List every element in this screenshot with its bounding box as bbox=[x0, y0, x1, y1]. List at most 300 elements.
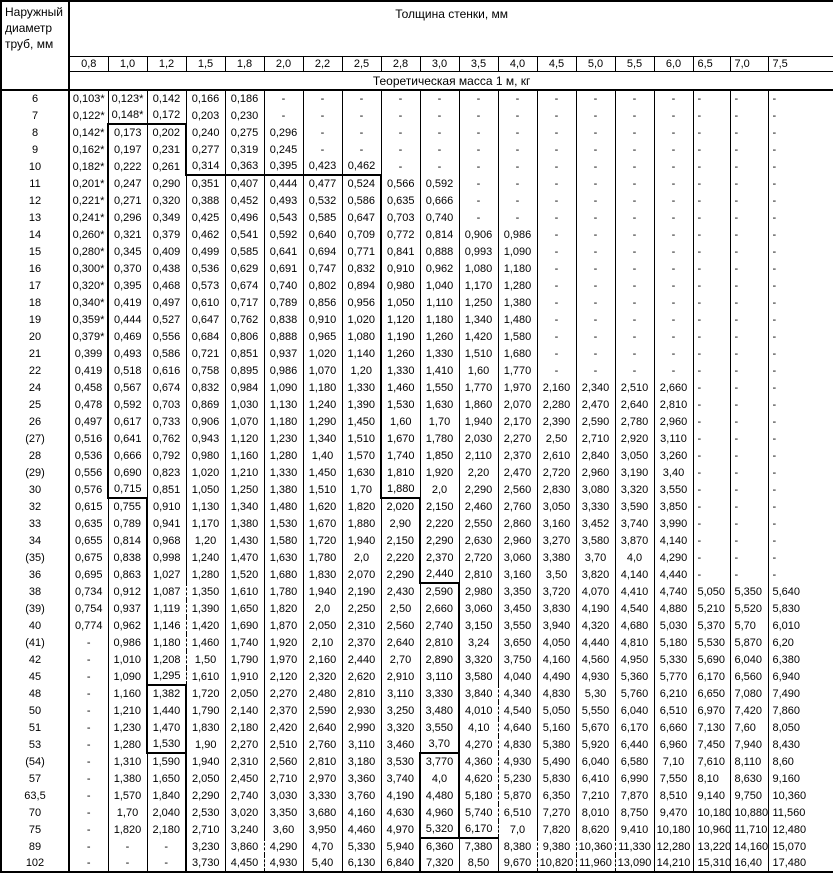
mass-cell: - bbox=[303, 90, 342, 107]
mass-cell: 4,930 bbox=[264, 855, 303, 872]
mass-cell: 0,172 bbox=[147, 107, 186, 124]
mass-cell: 0,280* bbox=[69, 243, 108, 260]
mass-cell: - bbox=[768, 413, 833, 430]
mass-cell: 1,230 bbox=[108, 719, 147, 736]
mass-cell: 2,640 bbox=[303, 719, 342, 736]
diameter-label: 12 bbox=[1, 192, 69, 209]
mass-cell: - bbox=[768, 430, 833, 447]
mass-cell: 5,330 bbox=[654, 651, 693, 668]
mass-cell: 3,740 bbox=[615, 515, 654, 532]
mass-cell: - bbox=[730, 566, 768, 583]
mass-cell: - bbox=[693, 413, 730, 430]
mass-cell: 6,990 bbox=[615, 770, 654, 787]
mass-cell: 3,060 bbox=[498, 549, 537, 566]
mass-cell: - bbox=[654, 345, 693, 362]
mass-cell: - bbox=[303, 107, 342, 124]
mass-cell: 2,070 bbox=[498, 396, 537, 413]
mass-cell: 0,968 bbox=[147, 532, 186, 549]
mass-cell: 3,60 bbox=[264, 821, 303, 838]
mass-cell: 2,810 bbox=[420, 634, 459, 651]
mass-cell: - bbox=[768, 107, 833, 124]
mass-cell: 2,290 bbox=[186, 787, 225, 804]
mass-cell: 0,789 bbox=[108, 515, 147, 532]
mass-cell: 10,960 bbox=[693, 821, 730, 838]
mass-cell: 1,027 bbox=[147, 566, 186, 583]
mass-cell: 4,270 bbox=[459, 736, 498, 753]
mass-cell: 2,720 bbox=[537, 464, 576, 481]
mass-cell: 5,30 bbox=[576, 685, 615, 702]
mass-cell: 1,770 bbox=[498, 362, 537, 379]
mass-cell: 1,380 bbox=[264, 481, 303, 498]
mass-cell: 1,295 bbox=[147, 668, 186, 685]
mass-cell: 2,170 bbox=[498, 413, 537, 430]
mass-cell: 2,440 bbox=[342, 651, 381, 668]
mass-cell: - bbox=[693, 90, 730, 107]
mass-cell: 0,592 bbox=[420, 175, 459, 192]
mass-cell: - bbox=[615, 226, 654, 243]
diameter-label: 15 bbox=[1, 243, 69, 260]
mass-cell: 0,703 bbox=[147, 396, 186, 413]
mass-cell: 0,863 bbox=[108, 566, 147, 583]
mass-cell: 0,789 bbox=[264, 294, 303, 311]
mass-cell: - bbox=[381, 141, 420, 158]
mass-cell: 1,530 bbox=[381, 396, 420, 413]
mass-cell: 2,560 bbox=[264, 753, 303, 770]
mass-cell: 0,395 bbox=[264, 158, 303, 175]
mass-cell: 0,814 bbox=[420, 226, 459, 243]
diameter-label: 8 bbox=[1, 124, 69, 141]
mass-cell: 3,70 bbox=[576, 549, 615, 566]
mass-cell: 0,567 bbox=[108, 379, 147, 396]
mass-cell: 5,330 bbox=[342, 838, 381, 855]
mass-cell: - bbox=[730, 498, 768, 515]
mass-cell: 2,810 bbox=[342, 685, 381, 702]
mass-cell: 0,532 bbox=[303, 192, 342, 209]
mass-cell: 0,458 bbox=[69, 379, 108, 396]
mass-cell: - bbox=[693, 243, 730, 260]
mass-cell: 1,260 bbox=[420, 328, 459, 345]
mass-cell: 2,270 bbox=[264, 685, 303, 702]
mass-cell: - bbox=[576, 124, 615, 141]
mass-cell: 1,670 bbox=[303, 515, 342, 532]
mass-cell: 0,980 bbox=[186, 447, 225, 464]
mass-cell: 0,617 bbox=[108, 413, 147, 430]
diameter-label: (39) bbox=[1, 600, 69, 617]
mass-cell: 0,851 bbox=[147, 481, 186, 498]
table-row bbox=[1, 243, 833, 260]
mass-cell: 0,635 bbox=[69, 515, 108, 532]
mass-cell: 1,280 bbox=[498, 277, 537, 294]
mass-cell: - bbox=[69, 736, 108, 753]
mass-cell: 6,360 bbox=[420, 838, 459, 855]
mass-cell: 1,080 bbox=[342, 328, 381, 345]
mass-cell: - bbox=[498, 124, 537, 141]
mass-cell: - bbox=[342, 90, 381, 107]
mass-cell: 4,930 bbox=[576, 668, 615, 685]
mass-cell: 4,320 bbox=[576, 617, 615, 634]
mass-cell: - bbox=[730, 158, 768, 175]
mass-cell: - bbox=[537, 175, 576, 192]
mass-cell: 2,960 bbox=[576, 464, 615, 481]
mass-cell: 3,730 bbox=[186, 855, 225, 872]
mass-cell: 2,970 bbox=[303, 770, 342, 787]
table-row bbox=[1, 396, 833, 413]
mass-cell: 2,160 bbox=[537, 379, 576, 396]
mass-cell: 0,980 bbox=[381, 277, 420, 294]
mass-cell: 0,496 bbox=[225, 209, 264, 226]
mass-cell: - bbox=[615, 141, 654, 158]
mass-cell: 7,210 bbox=[576, 787, 615, 804]
table-row bbox=[1, 634, 833, 651]
mass-cell: 0,986 bbox=[264, 362, 303, 379]
mass-cell: 0,462 bbox=[186, 226, 225, 243]
corner-header-outer-diameter: Наружный диаметр труб, мм bbox=[1, 1, 69, 90]
mass-cell: 0,629 bbox=[225, 260, 264, 277]
mass-cell: 4,970 bbox=[381, 821, 420, 838]
mass-cell: 0,772 bbox=[381, 226, 420, 243]
mass-cell: - bbox=[768, 345, 833, 362]
mass-cell: 4,830 bbox=[498, 736, 537, 753]
mass-cell: 0,906 bbox=[459, 226, 498, 243]
mass-cell: 1,280 bbox=[108, 736, 147, 753]
mass-cell: 2,980 bbox=[459, 583, 498, 600]
diameter-label: (35) bbox=[1, 549, 69, 566]
mass-cell: 3,270 bbox=[537, 532, 576, 549]
mass-cell: 2,960 bbox=[498, 532, 537, 549]
mass-cell: 1,790 bbox=[186, 702, 225, 719]
mass-cell: - bbox=[615, 107, 654, 124]
mass-cell: 3,350 bbox=[498, 583, 537, 600]
mass-cell: 2,930 bbox=[342, 702, 381, 719]
mass-cell: 4,540 bbox=[615, 600, 654, 617]
mass-cell: 7,320 bbox=[420, 855, 459, 872]
mass-cell: 0,493 bbox=[264, 192, 303, 209]
mass-cell: 0,832 bbox=[186, 379, 225, 396]
thickness-col-header: 1,8 bbox=[225, 57, 264, 72]
mass-cell: 2,590 bbox=[420, 583, 459, 600]
mass-cell: - bbox=[459, 192, 498, 209]
mass-cell: - bbox=[615, 345, 654, 362]
mass-cell: 1,780 bbox=[264, 583, 303, 600]
mass-cell: - bbox=[576, 345, 615, 362]
mass-cell: 6,660 bbox=[654, 719, 693, 736]
mass-cell: - bbox=[693, 158, 730, 175]
mass-cell: 5,520 bbox=[730, 600, 768, 617]
mass-cell: - bbox=[654, 243, 693, 260]
mass-cell: 0,536 bbox=[186, 260, 225, 277]
mass-cell: 0,635 bbox=[381, 192, 420, 209]
mass-cell: 2,030 bbox=[459, 430, 498, 447]
mass-cell: 0,703 bbox=[381, 209, 420, 226]
mass-cell: 1,380 bbox=[225, 515, 264, 532]
mass-cell: 1,330 bbox=[420, 345, 459, 362]
mass-cell: - bbox=[576, 243, 615, 260]
diameter-label: 18 bbox=[1, 294, 69, 311]
mass-cell: 2,050 bbox=[303, 617, 342, 634]
mass-cell: 0,260* bbox=[69, 226, 108, 243]
mass-cell: 8,010 bbox=[576, 804, 615, 821]
mass-cell: 0,771 bbox=[342, 243, 381, 260]
mass-cell: 3,50 bbox=[537, 566, 576, 583]
mass-cell: 7,450 bbox=[693, 736, 730, 753]
mass-cell: - bbox=[459, 107, 498, 124]
mass-cell: - bbox=[576, 362, 615, 379]
mass-cell: 10,360 bbox=[768, 787, 833, 804]
mass-cell: - bbox=[420, 107, 459, 124]
mass-cell: - bbox=[576, 192, 615, 209]
mass-cell: 0,203 bbox=[186, 107, 225, 124]
mass-cell: - bbox=[576, 107, 615, 124]
diameter-label: 48 bbox=[1, 685, 69, 702]
mass-cell: 0,320 bbox=[147, 192, 186, 209]
mass-cell: 2,620 bbox=[342, 668, 381, 685]
mass-cell: - bbox=[768, 209, 833, 226]
diameter-label: 16 bbox=[1, 260, 69, 277]
mass-cell: 0,694 bbox=[303, 243, 342, 260]
mass-cell: 13,220 bbox=[693, 838, 730, 855]
mass-cell: - bbox=[69, 855, 108, 872]
thickness-col-header: 4,0 bbox=[498, 57, 537, 72]
mass-cell: - bbox=[615, 209, 654, 226]
mass-cell: - bbox=[459, 124, 498, 141]
mass-cell: - bbox=[576, 226, 615, 243]
mass-cell: - bbox=[69, 787, 108, 804]
mass-cell: 1,160 bbox=[225, 447, 264, 464]
mass-cell: 3,050 bbox=[615, 447, 654, 464]
mass-cell: - bbox=[768, 566, 833, 583]
mass-cell: 3,70 bbox=[420, 736, 459, 753]
thickness-col-header: 7,5 bbox=[768, 57, 833, 72]
mass-cell: - bbox=[69, 821, 108, 838]
mass-cell: 0,290 bbox=[147, 175, 186, 192]
mass-cell: - bbox=[768, 464, 833, 481]
mass-cell: - bbox=[730, 277, 768, 294]
mass-cell: - bbox=[576, 141, 615, 158]
mass-cell: 4,050 bbox=[537, 634, 576, 651]
mass-cell: 1,720 bbox=[303, 532, 342, 549]
mass-cell: 1,180 bbox=[498, 260, 537, 277]
mass-cell: 1,940 bbox=[342, 532, 381, 549]
mass-cell: 5,550 bbox=[576, 702, 615, 719]
mass-cell: 2,50 bbox=[381, 600, 420, 617]
mass-cell: - bbox=[420, 141, 459, 158]
table-row bbox=[1, 209, 833, 226]
mass-cell: 0,388 bbox=[186, 192, 225, 209]
mass-cell: 6,510 bbox=[654, 702, 693, 719]
mass-cell: 1,820 bbox=[108, 821, 147, 838]
mass-cell: 0,674 bbox=[147, 379, 186, 396]
mass-cell: 1,670 bbox=[381, 430, 420, 447]
mass-cell: - bbox=[768, 362, 833, 379]
mass-cell: 2,050 bbox=[186, 770, 225, 787]
mass-cell: 3,830 bbox=[537, 600, 576, 617]
table-row bbox=[1, 192, 833, 209]
mass-cell: 0,586 bbox=[147, 345, 186, 362]
mass-cell: 5,030 bbox=[654, 617, 693, 634]
mass-cell: 4,540 bbox=[498, 702, 537, 719]
mass-cell: 5,870 bbox=[498, 787, 537, 804]
mass-cell: 2,370 bbox=[342, 634, 381, 651]
mass-cell: 2,860 bbox=[498, 515, 537, 532]
mass-cell: 5,740 bbox=[459, 804, 498, 821]
mass-cell: 4,160 bbox=[537, 651, 576, 668]
mass-cell: 0,573 bbox=[186, 277, 225, 294]
mass-cell: 3,260 bbox=[654, 447, 693, 464]
mass-cell: 9,410 bbox=[615, 821, 654, 838]
mass-cell: 1,450 bbox=[342, 413, 381, 430]
mass-cell: 0,986 bbox=[108, 634, 147, 651]
mass-cell: - bbox=[693, 515, 730, 532]
mass-cell: 1,780 bbox=[303, 549, 342, 566]
mass-cell: 8,630 bbox=[730, 770, 768, 787]
mass-cell: 5,530 bbox=[693, 634, 730, 651]
mass-cell: - bbox=[303, 141, 342, 158]
diameter-label: 45 bbox=[1, 668, 69, 685]
mass-cell: 2,220 bbox=[381, 549, 420, 566]
mass-cell: - bbox=[768, 192, 833, 209]
mass-cell: 0,895 bbox=[225, 362, 264, 379]
mass-cell: - bbox=[420, 158, 459, 175]
mass-cell: 0,370 bbox=[108, 260, 147, 277]
mass-cell: 3,460 bbox=[381, 736, 420, 753]
mass-cell: 1,130 bbox=[186, 498, 225, 515]
mass-cell: 2,450 bbox=[225, 770, 264, 787]
mass-cell: 0,148* bbox=[108, 107, 147, 124]
mass-cell: - bbox=[537, 243, 576, 260]
mass-cell: 0,541 bbox=[225, 226, 264, 243]
mass-cell: - bbox=[730, 345, 768, 362]
mass-cell: 4,360 bbox=[459, 753, 498, 770]
mass-cell: 2,920 bbox=[615, 430, 654, 447]
mass-cell: - bbox=[381, 107, 420, 124]
mass-cell: 5,370 bbox=[693, 617, 730, 634]
mass-cell: 1,240 bbox=[303, 396, 342, 413]
diameter-label: 57 bbox=[1, 770, 69, 787]
mass-cell: 1,180 bbox=[303, 379, 342, 396]
mass-cell: - bbox=[615, 192, 654, 209]
mass-cell: 2,840 bbox=[576, 447, 615, 464]
diameter-label: 28 bbox=[1, 447, 69, 464]
mass-cell: - bbox=[576, 311, 615, 328]
mass-cell: 0,943 bbox=[186, 430, 225, 447]
mass-cell: - bbox=[498, 107, 537, 124]
mass-cell: 2,760 bbox=[498, 498, 537, 515]
mass-cell: 0,399 bbox=[69, 345, 108, 362]
mass-cell: 5,350 bbox=[730, 583, 768, 600]
mass-cell: 1,790 bbox=[225, 651, 264, 668]
mass-cell: 1,090 bbox=[264, 379, 303, 396]
table-row bbox=[1, 328, 833, 345]
mass-cell: 0,493 bbox=[108, 345, 147, 362]
mass-cell: 1,940 bbox=[459, 413, 498, 430]
diameter-label: 70 bbox=[1, 804, 69, 821]
mass-cell: 0,395 bbox=[108, 277, 147, 294]
mass-cell: - bbox=[108, 838, 147, 855]
mass-cell: 4,490 bbox=[537, 668, 576, 685]
mass-cell: 7,130 bbox=[693, 719, 730, 736]
mass-cell: 1,510 bbox=[459, 345, 498, 362]
mass-cell: - bbox=[459, 141, 498, 158]
mass-cell: - bbox=[654, 362, 693, 379]
mass-cell: 2,480 bbox=[303, 685, 342, 702]
mass-cell: 1,380 bbox=[108, 770, 147, 787]
mass-cell: 1,530 bbox=[264, 515, 303, 532]
mass-cell: - bbox=[768, 90, 833, 107]
mass-cell: 3,452 bbox=[576, 515, 615, 532]
mass-cell: 3,030 bbox=[264, 787, 303, 804]
mass-cell: - bbox=[768, 175, 833, 192]
mass-cell: 4,930 bbox=[498, 753, 537, 770]
mass-cell: - bbox=[768, 141, 833, 158]
mass-cell: - bbox=[576, 90, 615, 107]
mass-cell: 3,750 bbox=[498, 651, 537, 668]
mass-cell: 6,210 bbox=[654, 685, 693, 702]
mass-cell: - bbox=[537, 124, 576, 141]
mass-cell: 0,477 bbox=[303, 175, 342, 192]
mass-cell: 7,870 bbox=[615, 787, 654, 804]
mass-cell: 4,880 bbox=[654, 600, 693, 617]
mass-cell: 5,210 bbox=[693, 600, 730, 617]
mass-cell: - bbox=[730, 243, 768, 260]
mass-cell: 0,527 bbox=[147, 311, 186, 328]
diameter-label: 34 bbox=[1, 532, 69, 549]
mass-cell: - bbox=[654, 192, 693, 209]
mass-cell: 0,758 bbox=[186, 362, 225, 379]
table-row bbox=[1, 498, 833, 515]
mass-cell: - bbox=[381, 158, 420, 175]
mass-cell: 1,550 bbox=[420, 379, 459, 396]
mass-cell: 0,585 bbox=[225, 243, 264, 260]
mass-cell: 1,60 bbox=[459, 362, 498, 379]
mass-cell: 0,173 bbox=[108, 124, 147, 141]
mass-cell: 0,838 bbox=[108, 549, 147, 566]
mass-cell: 4,70 bbox=[303, 838, 342, 855]
mass-cell: 0,201* bbox=[69, 175, 108, 192]
mass-cell: 1,390 bbox=[186, 600, 225, 617]
mass-cell: 0,340* bbox=[69, 294, 108, 311]
mass-cell: 0,856 bbox=[303, 294, 342, 311]
mass-cell: 0,275 bbox=[225, 124, 264, 141]
mass-cell: 1,470 bbox=[225, 549, 264, 566]
mass-cell: 10,360 bbox=[576, 838, 615, 855]
mass-cell: 2,640 bbox=[615, 396, 654, 413]
diameter-label: 24 bbox=[1, 379, 69, 396]
mass-cell: 0,142 bbox=[147, 90, 186, 107]
mass-cell: - bbox=[693, 549, 730, 566]
mass-cell: - bbox=[730, 396, 768, 413]
mass-cell: 10,180 bbox=[693, 804, 730, 821]
mass-cell: 7,380 bbox=[459, 838, 498, 855]
mass-cell: 0,740 bbox=[420, 209, 459, 226]
mass-cell: 0,277 bbox=[186, 141, 225, 158]
mass-cell: 0,566 bbox=[381, 175, 420, 192]
mass-cell: 1,330 bbox=[342, 379, 381, 396]
mass-cell: - bbox=[615, 175, 654, 192]
mass-cell: 0,937 bbox=[264, 345, 303, 362]
mass-cell: 5,920 bbox=[576, 736, 615, 753]
mass-cell: 4,440 bbox=[654, 566, 693, 583]
table-header bbox=[1, 1, 833, 90]
mass-cell: 0,230 bbox=[225, 107, 264, 124]
mass-cell: 4,640 bbox=[498, 719, 537, 736]
mass-cell: 2,70 bbox=[381, 651, 420, 668]
mass-cell: 4,190 bbox=[576, 600, 615, 617]
mass-cell: 1,970 bbox=[498, 379, 537, 396]
mass-cell: - bbox=[576, 175, 615, 192]
mass-cell: 0,231 bbox=[147, 141, 186, 158]
mass-cell: 1,210 bbox=[225, 464, 264, 481]
mass-cell: - bbox=[693, 362, 730, 379]
